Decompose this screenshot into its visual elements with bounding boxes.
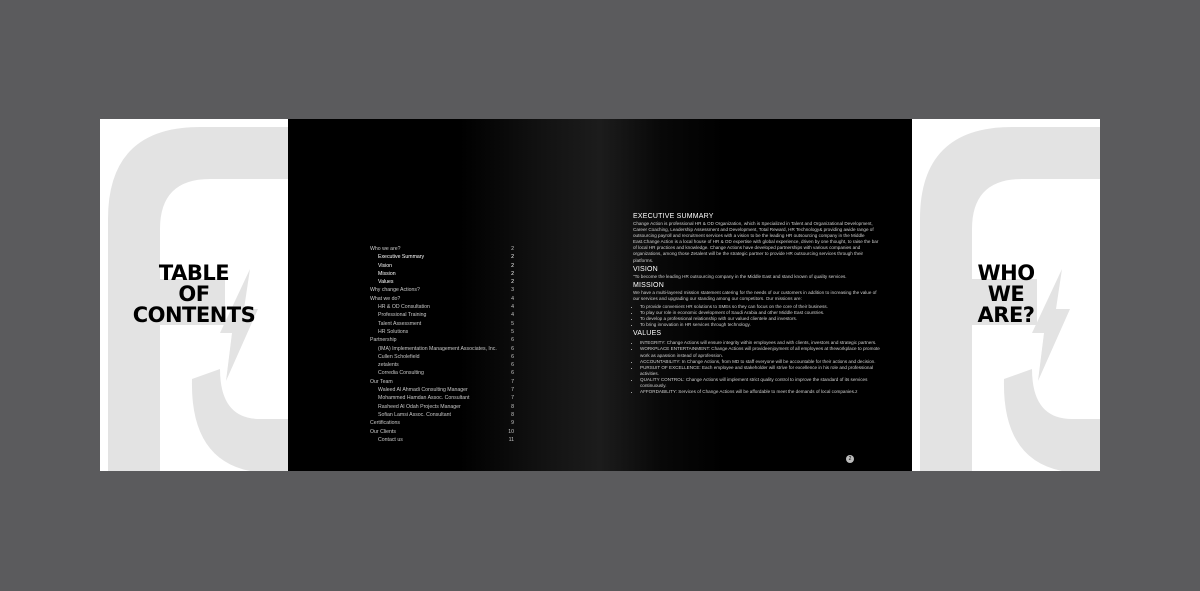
title-line: ARE? (977, 303, 1035, 327)
toc-entry (370, 303, 514, 311)
toc-entry-label: Executive Summary (378, 254, 425, 261)
toc-entry (370, 436, 514, 444)
toc-entry (370, 286, 514, 294)
toc-entry (370, 345, 514, 353)
toc-entry-page: 2 (511, 262, 514, 269)
title-line: WHO (977, 261, 1035, 285)
toc-entry (370, 320, 514, 328)
toc-entry (370, 311, 514, 319)
list-item: • To provide convenient HR solutions to SMEs so they can focus on the core of their business. (640, 304, 881, 310)
toc-entry (370, 278, 514, 286)
list-item: • To bring innovation in HR services through technology. (640, 322, 881, 328)
toc-entry-label: Talent Assessment (378, 320, 422, 327)
toc-entry-label: HR & OD Consultation (378, 304, 430, 311)
toc-entry-label: Rasheed Al Odah Projects Manager (378, 403, 461, 410)
toc-entry (370, 419, 514, 427)
toc-entry-label: Vision (378, 262, 393, 269)
toc-entry-label: Sofian Lamsi Assoc. Consultant (378, 411, 451, 418)
toc-entry-page: 9 (511, 420, 514, 427)
list-item: • INTEGRITY: Change Actions will ensure integrity within employees and with clients, investors and strategic partners. (640, 340, 881, 346)
table-of-contents-page (288, 119, 600, 471)
toc-entry-label: Our Clients (370, 428, 396, 435)
list-item: • PURSUIT OF EXCELLENCE: Each employee and stakeholder will strive for excellence in his role and professional activities. (640, 365, 881, 377)
vision-body: "To become the leading HR outsourcing company in the Middle East and stand known of quality services. (633, 273, 847, 279)
executive-summary-heading: EXECUTIVE SUMMARY (633, 213, 714, 220)
toc-entry (370, 378, 514, 386)
title-line: TABLE (158, 261, 230, 285)
toc-entry-label: Cullen Scholefield (378, 353, 420, 360)
mission-list (633, 304, 881, 328)
toc-entry (370, 403, 514, 411)
toc-entry-label: Who we are? (370, 246, 401, 252)
who-we-are-cover-title (912, 263, 1100, 326)
values-list (633, 340, 881, 395)
toc-entry-page: 7 (511, 378, 514, 385)
summary-text-block (633, 211, 881, 395)
toc-entry-page: 2 (511, 246, 514, 252)
toc-entry-page: 6 (511, 362, 514, 369)
page-number-badge: 2 (846, 455, 854, 463)
toc-entry-label: Partnership (370, 337, 397, 344)
toc-entry-label: HR Solutions (378, 328, 409, 335)
toc-entry-page: 2 (511, 254, 514, 261)
toc-entry-page: 5 (511, 328, 514, 335)
toc-entry-label: Mohammed Hamdan Assoc. Consultant (378, 395, 470, 402)
toc-entry-page: 6 (511, 370, 514, 377)
toc-entry (370, 270, 514, 278)
toc-entry (370, 428, 514, 436)
toc-entry-label: Values (378, 279, 394, 286)
toc-entry-label: Waleed Al Ahmadi Consulting Manager (378, 387, 468, 394)
toc-entry-page: 6 (511, 337, 514, 344)
left-cover-page (100, 119, 288, 471)
toc-entry-label: Our Team (370, 378, 393, 385)
toc-cover-title (100, 263, 288, 326)
toc-entry-label: Contact us (378, 436, 403, 443)
toc-entry (370, 328, 514, 336)
toc-entry-page: 11 (508, 436, 514, 443)
toc-entry-page: 8 (511, 403, 514, 410)
toc-list (370, 245, 514, 444)
mission-heading: MISSION (633, 281, 664, 289)
list-item: • QUALITY CONTROL: Change Actions will implement strict quality control to improve the standard of its services continuously. (640, 377, 881, 389)
title-line: WE (987, 282, 1025, 306)
toc-entry-page: 8 (511, 411, 514, 418)
toc-entry (370, 253, 514, 261)
title-line: OF (178, 282, 210, 306)
toc-entry (370, 353, 514, 361)
toc-entry (370, 245, 514, 253)
list-item: • To play our role in economic development of Saudi Arabia and other Middle East countries. (640, 310, 881, 316)
vision-heading: VISION (633, 265, 658, 273)
right-cover-page (912, 119, 1100, 471)
executive-summary-body: Change Action is professional HR & OD Organization, which is Specialized in Talent and Organizational Development, Career Coaching, Leadership Assessment and Development, Total Reward, HR Technology& providing awide range of outsourcing payroll and recruitment services with a vision to be the leading HR outsourcing company in the Middle East.Change Action is a local house of HR & OD expertise with global experience, driven by one thought, to raise the bar of local HR practices and knowledge. Change Actions have developed partnerships with various companies and organizations, among those Zetalent will be the strategic partner to provide HR outsourcing services through their platforms. (633, 221, 879, 263)
toc-entry (370, 262, 514, 270)
toc-entry-page: 4 (511, 304, 514, 311)
toc-entry-page: 7 (511, 395, 514, 402)
toc-entry-label: zetalents (378, 362, 399, 369)
mission-body: We have a multi-layered mission statement catering for the needs of our customers in addition to increasing the value of our services and upgrading our standing among our competitors. Our missions are: (633, 289, 877, 301)
toc-entry-label: Corredia Consulting (378, 370, 424, 377)
toc-entry-page: 6 (511, 345, 514, 352)
list-item: • To develop a professional relationship with our valued clientele and investors. (640, 316, 881, 322)
brochure-spread (100, 119, 1100, 471)
toc-entry (370, 394, 514, 402)
title-line: CONTENTS (132, 303, 256, 327)
toc-entry-label: (IMA) Implementation Management Associates, Inc. (378, 345, 497, 352)
toc-entry-page: 6 (511, 353, 514, 360)
toc-entry-page: 4 (511, 312, 514, 319)
toc-entry-label: Professional Training (378, 312, 427, 319)
toc-entry-page: 3 (511, 287, 514, 294)
toc-entry-page: 2 (511, 270, 514, 277)
toc-entry (370, 336, 514, 344)
values-heading: VALUES (633, 330, 662, 338)
toc-entry-label: Why change Actions? (370, 287, 420, 294)
toc-entry-label: What we do? (370, 295, 401, 302)
toc-entry (370, 411, 514, 419)
list-item: • AFFORDABILITY: Services of Change Actions will be affordable to meet the demands of local companies.z (640, 389, 881, 395)
toc-entry (370, 361, 514, 369)
toc-entry-label: Mission (378, 270, 396, 277)
list-item: • ACCOUNTABILITY: In Change Actions, from MD to staff everyone will be accountable for their actions and decision. (640, 359, 881, 365)
toc-entry-page: 4 (511, 295, 514, 302)
toc-entry (370, 386, 514, 394)
toc-entry (370, 295, 514, 303)
toc-entry-page: 7 (511, 387, 514, 394)
toc-entry (370, 369, 514, 377)
toc-entry-page: 10 (508, 428, 514, 435)
toc-entry-page: 2 (511, 279, 514, 286)
who-we-are-page (600, 119, 912, 471)
toc-entry-label: Certifications (370, 420, 400, 427)
toc-entry-page: 5 (511, 320, 514, 327)
list-item: • WORKPLACE ENTERTAINMENT: Change Actions will provideenjoyment of all employees at theworkplace to promote work as apassion instead of aprofession. (640, 346, 881, 358)
